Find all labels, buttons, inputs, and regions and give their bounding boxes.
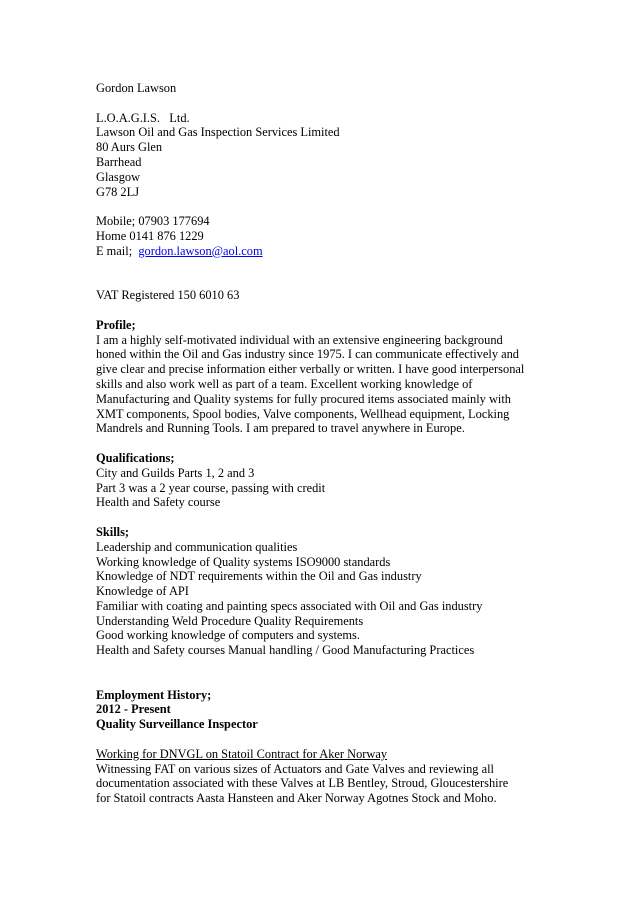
spacer <box>96 436 556 451</box>
skill-item: Knowledge of API <box>96 584 189 599</box>
skills-heading: Skills; <box>96 524 130 539</box>
skill-item: Good working knowledge of computers and systems. <box>96 628 360 643</box>
spacer <box>96 303 556 318</box>
spacer <box>96 510 556 525</box>
spacer <box>96 732 556 747</box>
profile-line: Manufacturing and Quality systems for fully procured items associated mainly with <box>96 391 511 406</box>
home-number: Home 0141 876 1229 <box>96 228 204 243</box>
email-label: E mail; <box>96 243 133 258</box>
spacer <box>96 658 556 688</box>
address-line: 80 Aurs Glen <box>96 140 163 155</box>
employment-heading: Employment History; <box>96 687 212 702</box>
profile-line: I am a highly self-motivated individual with an extensive engineering background <box>96 332 503 347</box>
profile-line: give clear and precise information either verbally or written. I have good interpersonal <box>96 362 525 377</box>
person-name: Gordon Lawson <box>96 81 177 95</box>
qualification-item: Health and Safety course <box>96 495 221 510</box>
company-short-name: L.O.A.G.I.S. Ltd. <box>96 110 190 125</box>
company-full-name: Lawson Oil and Gas Inspection Services Limited <box>96 125 340 140</box>
spacer <box>96 199 556 214</box>
profile-line: skills and also work well as part of a team. Excellent working knowledge of <box>96 376 473 391</box>
email-row <box>96 244 556 259</box>
employment-line: Witnessing FAT on various sizes of Actuators and Gate Valves and reviewing all <box>96 761 494 776</box>
profile-heading: Profile; <box>96 317 136 332</box>
skill-item: Leadership and communication qualities <box>96 539 298 554</box>
spacer <box>96 259 556 289</box>
skill-item: Knowledge of NDT requirements within the Oil and Gas industry <box>96 569 422 584</box>
address-postcode: G78 2LJ <box>96 184 140 199</box>
qualification-item: Part 3 was a 2 year course, passing with credit <box>96 480 326 495</box>
mobile-number: Mobile; 07903 177694 <box>96 214 210 229</box>
cv-document <box>96 81 556 806</box>
qualifications-heading: Qualifications; <box>96 450 175 465</box>
qualification-item: City and Guilds Parts 1, 2 and 3 <box>96 465 255 480</box>
employment-line: documentation associated with these Valves at LB Bentley, Stroud, Gloucestershire <box>96 776 509 791</box>
profile-line: Mandrels and Running Tools. I am prepared to travel anywhere in Europe. <box>96 421 465 436</box>
address-line: Barrhead <box>96 154 142 169</box>
skill-item: Working knowledge of Quality systems ISO9000 standards <box>96 554 391 569</box>
address-line: Glasgow <box>96 169 141 184</box>
skill-item: Understanding Weld Procedure Quality Requirements <box>96 613 364 628</box>
employment-role: Quality Surveillance Inspector <box>96 717 258 732</box>
profile-line: XMT components, Spool bodies, Valve components, Wellhead equipment, Locking <box>96 406 510 421</box>
employment-period: 2012 - Present <box>96 702 171 717</box>
skill-item: Health and Safety courses Manual handling / Good Manufacturing Practices <box>96 643 475 658</box>
employment-line: for Statoil contracts Aasta Hansteen and Aker Norway Agotnes Stock and Moho. <box>96 791 497 806</box>
vat-registration: VAT Registered 150 6010 63 <box>96 288 240 303</box>
employment-contract: Working for DNVGL on Statoil Contract for Aker Norway <box>96 746 388 761</box>
profile-line: honed within the Oil and Gas industry since 1975. I can communicate effectively and <box>96 347 519 362</box>
email-link[interactable]: gordon.lawson@aol.com <box>138 243 263 258</box>
spacer <box>96 96 556 111</box>
skill-item: Familiar with coating and painting specs associated with Oil and Gas industry <box>96 598 483 613</box>
